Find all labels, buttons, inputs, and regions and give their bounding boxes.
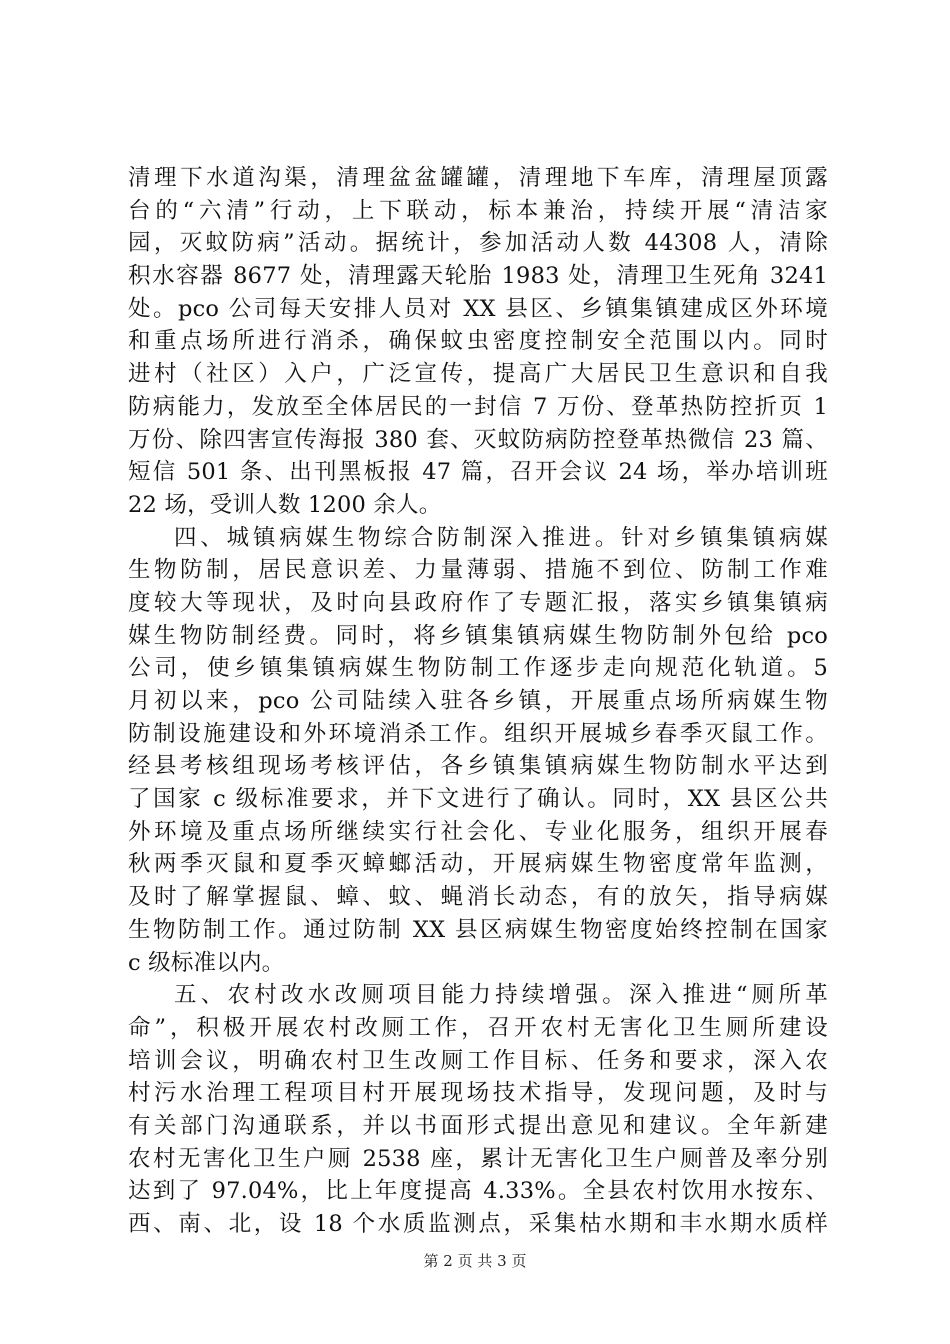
text-line: 清理下水道沟渠，清理盆盆罐罐，清理地下车库，清理屋顶露: [128, 165, 828, 191]
text-line: 命”，积极开展农村改厕工作，召开农村无害化卫生厕所建设: [128, 1014, 828, 1041]
text-line: 防制设施建设和外环境消杀工作。组织开展城乡春季灭鼠工作。: [128, 720, 828, 747]
text-line: 进村（社区）入户，广泛宣传，提高广大居民卫生意识和自我: [128, 361, 828, 388]
section-four-heading-line: 四、城镇病媒生物综合防制深入推进。针对乡镇集镇病媒: [174, 524, 828, 551]
text-line: c 级标准以内。: [128, 949, 285, 976]
text-line: 村污水治理工程项目村开展现场技术指导，发现问题，及时与: [128, 1080, 828, 1107]
text-line: 媒生物防制经费。同时，将乡镇集镇病媒生物防制外包给 pco: [128, 622, 828, 649]
text-line: 月初以来，pco 公司陆续入驻各乡镇，开展重点场所病媒生物: [128, 688, 828, 714]
text-line: 短信 501 条、出刊黑板报 47 篇，召开会议 24 场，举办培训班: [128, 459, 828, 486]
text-line: 经县考核组现场考核评估，各乡镇集镇病媒生物防制水平达到: [128, 753, 828, 780]
text-line: 培训会议，明确农村卫生改厕工作目标、任务和要求，深入农: [128, 1047, 828, 1074]
text-line: 万份、除四害宣传海报 380 套、灭蚊防病防控登革热微信 23 篇、: [128, 426, 828, 453]
text-line: 了国家 c 级标准要求，并下文进行了确认。同时，XX 县区公共: [128, 786, 828, 813]
text-line: 有关部门沟通联系，并以书面形式提出意见和建议。全年新建: [128, 1112, 828, 1139]
text-line: 农村无害化卫生户厕 2538 座，累计无害化卫生户厕普及率分别: [128, 1145, 828, 1172]
text-line: 外环境及重点场所继续实行社会化、专业化服务，组织开展春: [128, 818, 828, 845]
text-line: 西、南、北，设 18 个水质监测点，采集枯水期和丰水期水质样: [128, 1211, 828, 1237]
document-body: [128, 162, 828, 1241]
text-line: 度较大等现状，及时向县政府作了专题汇报，落实乡镇集镇病: [128, 589, 828, 616]
text-line: 积水容器 8677 处，清理露天轮胎 1983 处，清理卫生死角 3241: [128, 263, 828, 290]
section-five-heading-line: 五、农村改水改厕项目能力持续增强。深入推进“厕所革: [174, 982, 828, 1009]
text-line: 生物防制工作。通过防制 XX 县区病媒生物密度始终控制在国家: [128, 916, 828, 943]
text-line: 达到了 97.04%，比上年度提高 4.33%。全县农村饮用水按东、: [128, 1178, 828, 1205]
text-line: 防病能力，发放至全体居民的一封信 7 万份、登革热防控折页 1: [128, 393, 828, 420]
text-line: 公司，使乡镇集镇病媒生物防制工作逐步走向规范化轨道。5: [128, 655, 828, 682]
text-line: 园，灭蚊防病”活动。据统计，参加活动人数 44308 人，清除: [128, 230, 828, 257]
text-line: 处。pco 公司每天安排人员对 XX 县区、乡镇集镇建成区外环境: [128, 295, 828, 322]
text-line: 秋两季灭鼠和夏季灭蟑螂活动，开展病媒生物密度常年监测，: [128, 851, 828, 878]
text-line: 生物防制，居民意识差、力量薄弱、措施不到位、防制工作难: [128, 557, 828, 584]
text-line: 22 场，受训人数 1200 余人。: [128, 491, 442, 518]
text-line: 和重点场所进行消杀，确保蚊虫密度控制安全范围以内。同时: [128, 328, 828, 355]
text-line: 及时了解掌握鼠、蟑、蚊、蝇消长动态，有的放矢，指导病媒: [128, 884, 828, 911]
text-line: 台的“六清”行动，上下联动，标本兼治，持续开展“清洁家: [128, 197, 828, 224]
page-number-footer: 第 2 页 共 3 页: [423, 1252, 527, 1270]
